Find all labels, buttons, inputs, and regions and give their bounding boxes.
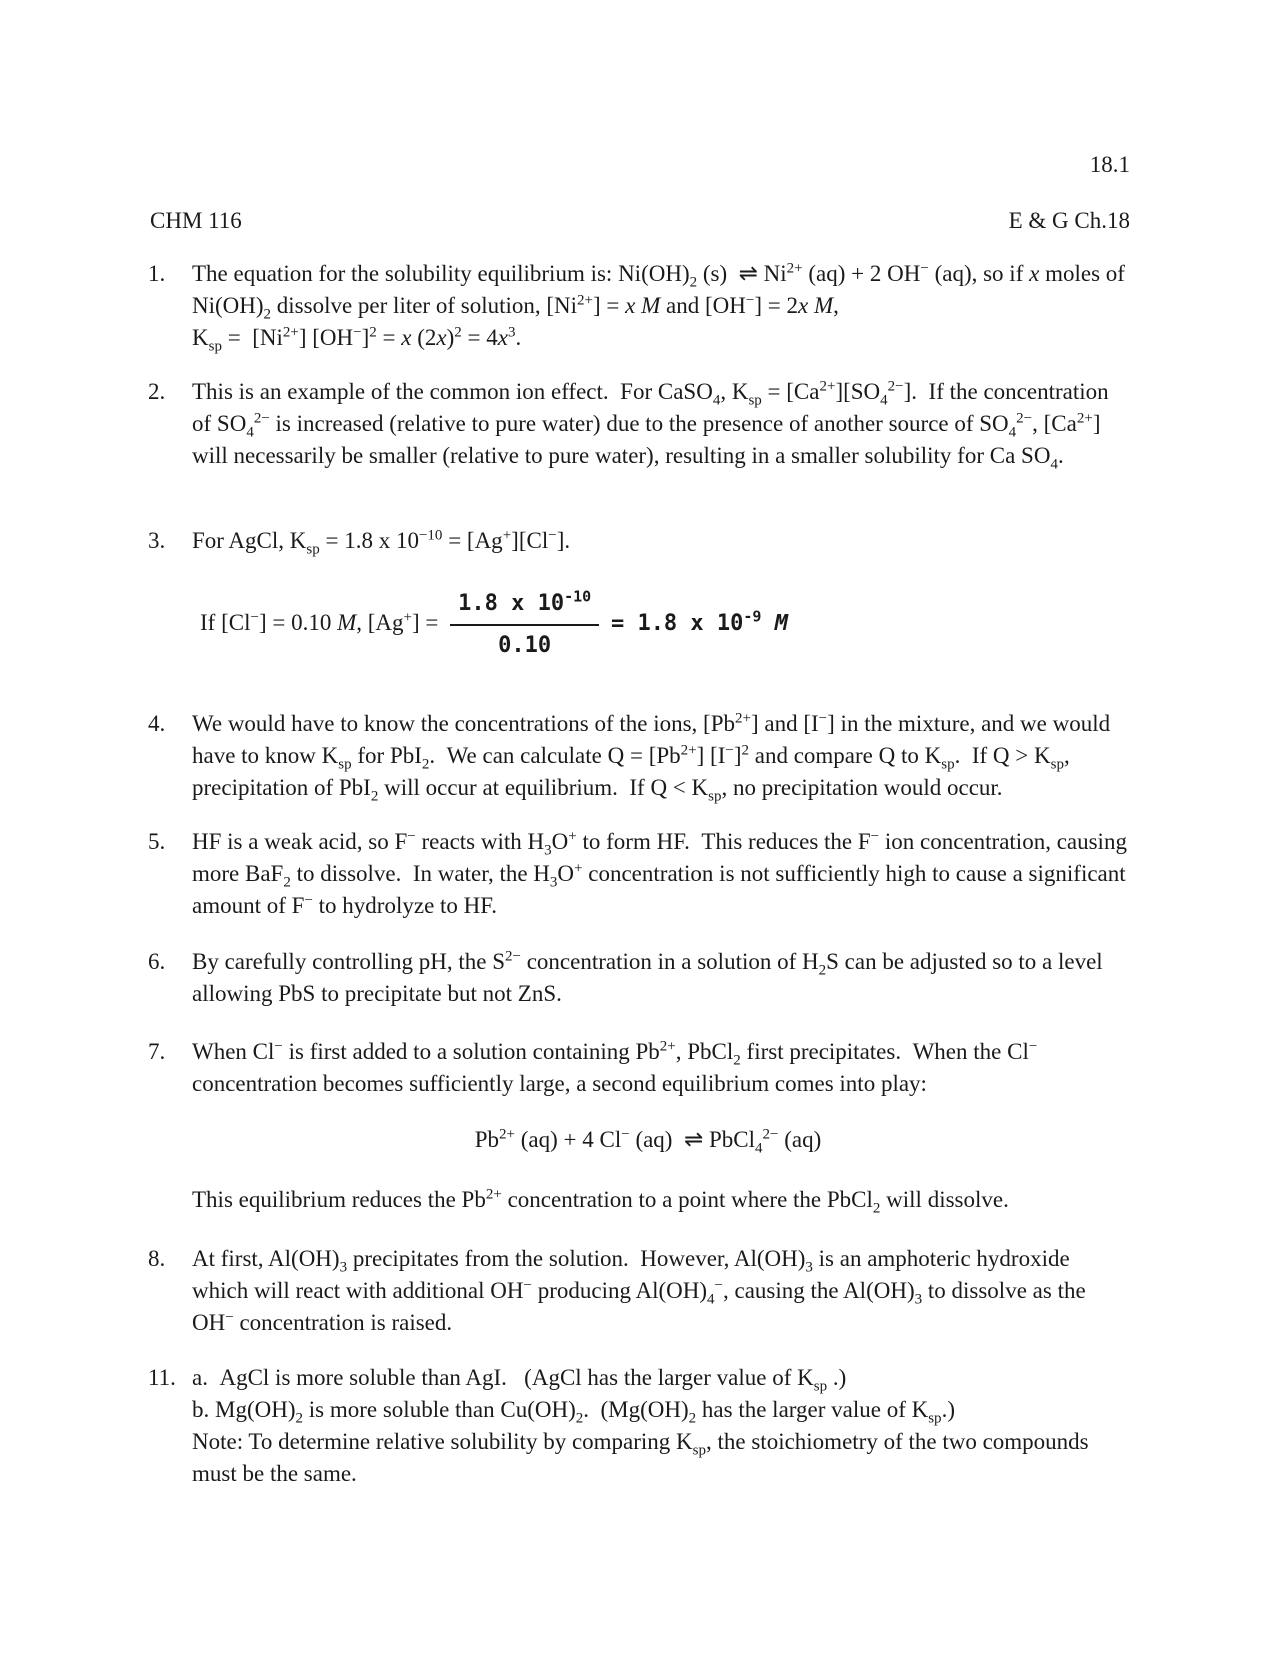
- answer-number: 2.: [148, 379, 166, 404]
- answer-text: For AgCl, $K_{sp} = 1.8$ x $10^{-10} = [Ag^+][Cl^-]$.: [192, 527, 571, 558]
- answer-number: 3.: [148, 528, 166, 553]
- answer-1: [148, 258, 1128, 354]
- answer-number: 7.: [148, 1039, 166, 1064]
- answer-number: 6.: [148, 949, 166, 974]
- answer-3: [148, 525, 1128, 557]
- answer-11: [148, 1362, 1128, 1490]
- answer-7-conclusion: This equilibrium reduces the $Pb^{2+}$ concentration to a point where the PbCl$_2$ will dissolve.: [192, 1186, 1009, 1217]
- answer-text: This is an example of the common ion effect. For CaSO$_4$, $K_{sp} = [Ca^{2+}][SO_4^{2-}]$. If the concentration of $SO_4^{2-}$ is increased (relative to pure water) due to the presence of another source of $SO_4^{2-}$, $[Ca^{2+}]$ will necessarily be smaller (relative to pure water), resulting in a smaller solubility for Ca $SO_4$.: [192, 378, 1109, 473]
- fraction-denominator: 0.10: [498, 633, 552, 658]
- fraction-numerator: 1.8 x $10^{-10}$: [450, 588, 599, 626]
- answer-text: HF is a weak acid, so F− reacts with $H_3O^+$ to form HF. This reduces the F− ion concentration, causing more BaF$_2$ to dissolve. In water, the $H_3O^+$ concentration is not sufficiently high to cause a significant amount of F− to hydrolyze to HF.: [192, 828, 1127, 918]
- answer-text: a. AgCl is more soluble than AgI. (AgCl has the larger value of $K_{sp}$ .) b. $Mg(OH)_2$ is more soluble than $Cu(OH)_2$. ($Mg(OH)_2$ has the larger value of $K_{sp}$.) Note: To determine relative solubility by comparing $K_{sp}$, the stoichiometry of the two compounds must be the same.: [192, 1365, 1089, 1486]
- answer-3-calculation: [200, 588, 1180, 662]
- answer-number: 8.: [148, 1246, 166, 1271]
- answer-text: By carefully controlling pH, the $S^{2-}$ concentration in a solution of $H_2S$ can be adjusted so to a level allowing PbS to precipitate but not ZnS.: [192, 948, 1103, 1006]
- course-title: CHM 116: [150, 208, 242, 233]
- answer-7: [148, 1036, 1128, 1100]
- answer-7-equation: $Pb^{2+}$ (aq) + 4 Cl− (aq) ⇌ PbCl$_4^{2-}$ (aq): [474, 1126, 822, 1157]
- answer-text: At first, $Al(OH)_3$ precipitates from the solution. However, $Al(OH)_3$ is an amphoteric hydroxide which will react with additional OH− producing $Al(OH)_4^-$, causing the $Al(OH)_3$ to dissolve as the OH− concentration is raised.: [192, 1246, 1086, 1335]
- answer-6: [148, 946, 1128, 1010]
- answer-number: 5.: [148, 829, 166, 854]
- answer-8: [148, 1243, 1128, 1339]
- fraction: [450, 588, 599, 662]
- answer-number: 1.: [148, 261, 166, 286]
- answer-text: We would have to know the concentrations of the ions, $[Pb^{2+}]$ and [I−] in the mixture, and we would have to know $K_{sp}$ for PbI$_2$. We can calculate $Q = [Pb^{2+}]$ $[I^-]^2$ and compare Q to $K_{sp}$. If $Q > K_{sp}$, precipitation of PbI$_2$ will occur at equilibrium. If $Q < K_{sp}$, no precipitation would occur.: [192, 710, 1111, 805]
- answer-text: When Cl− is first added to a solution containing $Pb^{2+}$, PbCl$_2$ first precipitates. When the Cl− concentration becomes sufficiently large, a second equilibrium comes into play:: [192, 1038, 1038, 1096]
- calc-prefix: If [Cl−] = 0.10 M, [Ag+] =: [200, 609, 439, 636]
- answer-5: [148, 826, 1128, 922]
- page-number: 18.1: [1089, 152, 1130, 177]
- answer-number: 4.: [148, 711, 166, 736]
- answer-number: 11.: [148, 1365, 176, 1390]
- answer-4: [148, 708, 1128, 804]
- answer-2: [148, 376, 1128, 472]
- chapter-reference: E & G Ch.18: [1008, 208, 1130, 233]
- answer-text: The equation for the solubility equilibrium is: $Ni(OH)_2$ (s) ⇌ $Ni^{2+}$ (aq) + 2 OH− (aq), so if x moles of $Ni(OH)_2$ dissolve per liter of solution, $[Ni^{2+}] = x$ M and [OH−] = 2x M, $K_{sp} = [Ni^{2+}] [OH^-]^2 = x$ $(2x)^2 = 4x^3$.: [192, 260, 1125, 355]
- calc-result: = 1.8 x $10^{-9}$ M: [610, 607, 788, 637]
